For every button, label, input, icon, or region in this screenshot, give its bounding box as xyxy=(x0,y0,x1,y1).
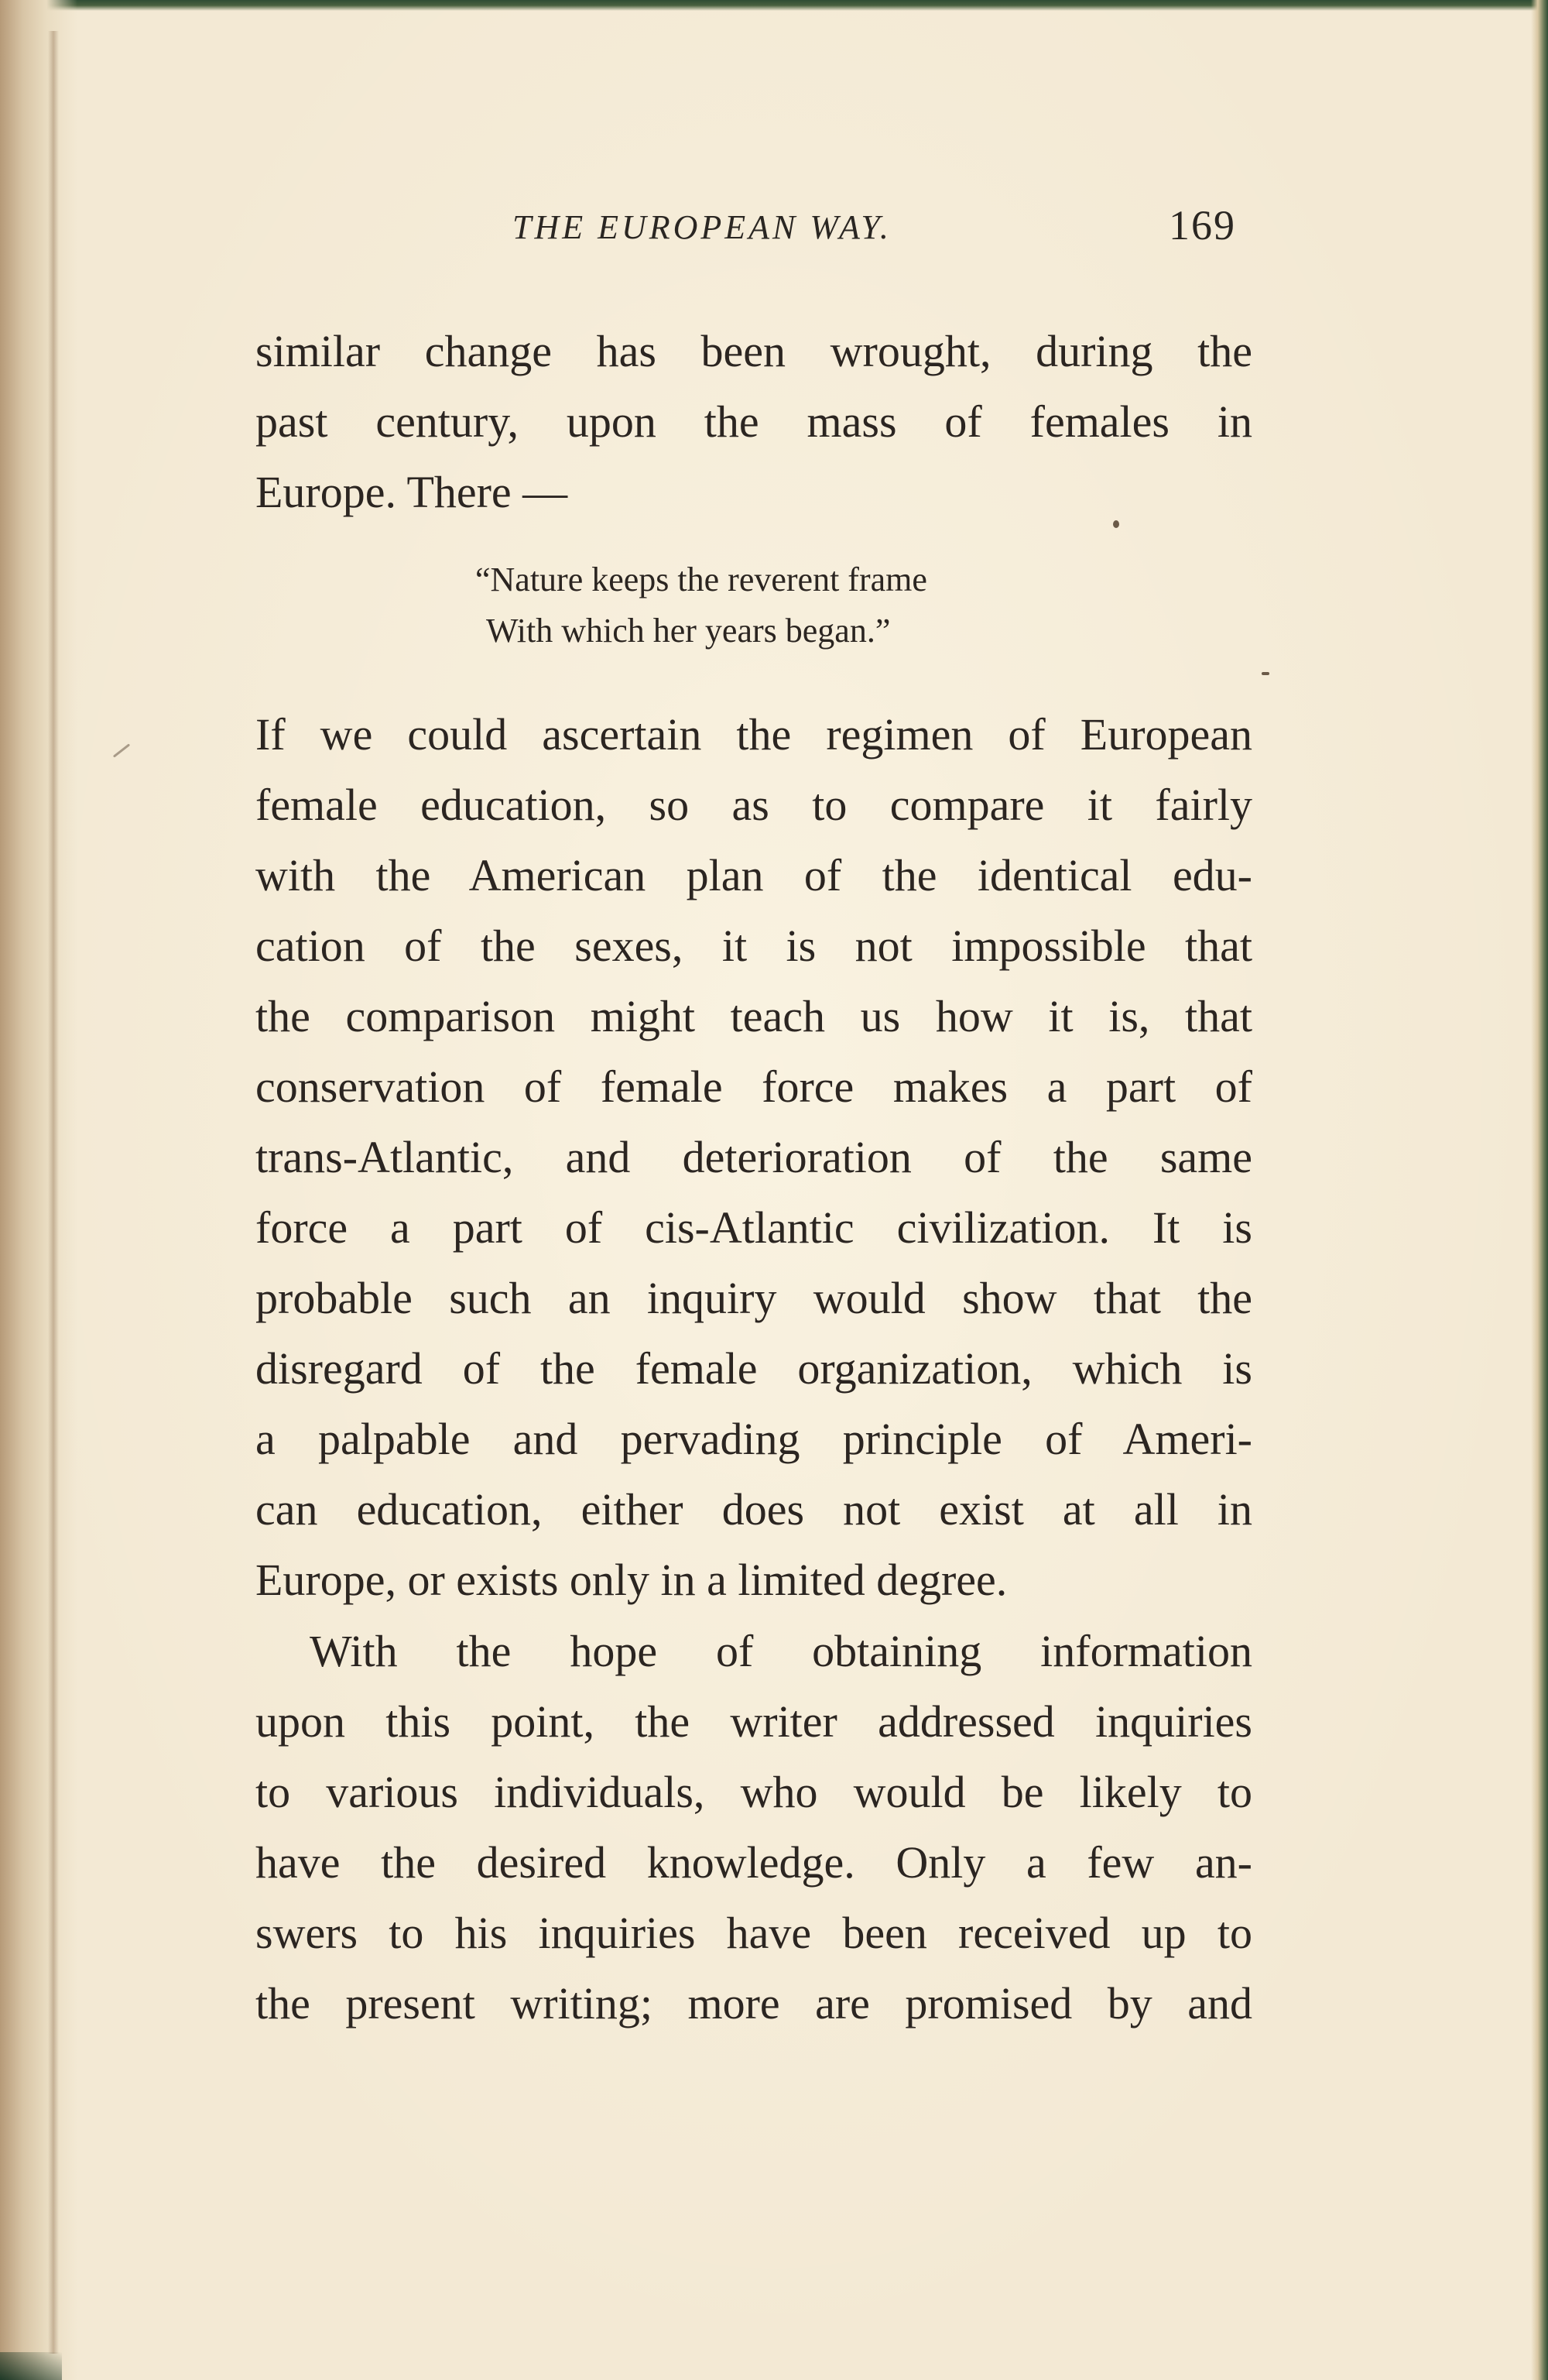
text-line: the present writing; more are promised by and xyxy=(255,1978,1252,2028)
text-line: the comparison might teach us how it is, that xyxy=(255,991,1252,1041)
text-line: If we could ascertain the regimen of European xyxy=(255,709,1252,760)
text-line: past century, upon the mass of females in xyxy=(255,396,1252,447)
running-head: THE EUROPEAN WAY. xyxy=(512,208,892,246)
text-line: cation of the sexes, it is not impossible that xyxy=(255,921,1252,971)
text-line: conservation of female force makes a part of xyxy=(255,1061,1252,1112)
page-header xyxy=(0,202,1548,269)
text-line: Europe. There — xyxy=(255,467,568,517)
text-line: force a part of cis-Atlantic civilization. It is xyxy=(255,1202,1252,1253)
page-number: 169 xyxy=(1169,202,1236,249)
paragraph-inquiries xyxy=(255,1616,1252,2039)
text-line: have the desired knowledge. Only a few an- xyxy=(255,1837,1252,1888)
text-line: probable such an inquiry would show that the xyxy=(255,1273,1252,1323)
paragraph-continued xyxy=(255,316,1252,527)
text-line: trans-Atlantic, and deterioration of the same xyxy=(255,1132,1252,1182)
text-line: a palpable and pervading principle of Ameri- xyxy=(255,1414,1252,1464)
text-line: can education, either does not exist at all in xyxy=(255,1484,1252,1535)
pencil-mark xyxy=(113,743,130,757)
text-line: upon this point, the writer addressed inquiries xyxy=(255,1696,1252,1747)
quote-line: With which her years began.” xyxy=(486,612,891,650)
page-cover-corner xyxy=(0,2352,62,2380)
verse-quotation xyxy=(475,554,1172,657)
ink-speck xyxy=(1262,672,1269,675)
text-line: with the American plan of the identical edu- xyxy=(255,850,1252,900)
text-line: female education, so as to compare it fairly xyxy=(255,780,1252,830)
text-line: With the hope of obtaining information xyxy=(310,1626,1252,1676)
text-line: disregard of the female organization, which is xyxy=(255,1343,1252,1394)
page-left-gutter xyxy=(0,0,77,2380)
page-spine-shadow xyxy=(48,31,59,2354)
text-line: Europe, or exists only in a limited degree. xyxy=(255,1555,1008,1605)
text-line: to various individuals, who would be likely to xyxy=(255,1767,1252,1817)
text-line: swers to his inquiries have been received up to xyxy=(255,1908,1252,1958)
page-top-edge xyxy=(0,0,1548,11)
text-line: similar change has been wrought, during the xyxy=(255,326,1252,376)
page-right-edge xyxy=(1531,0,1548,2380)
paragraph-european-education xyxy=(255,699,1252,1615)
quote-line: “Nature keeps the reverent frame xyxy=(475,561,927,598)
